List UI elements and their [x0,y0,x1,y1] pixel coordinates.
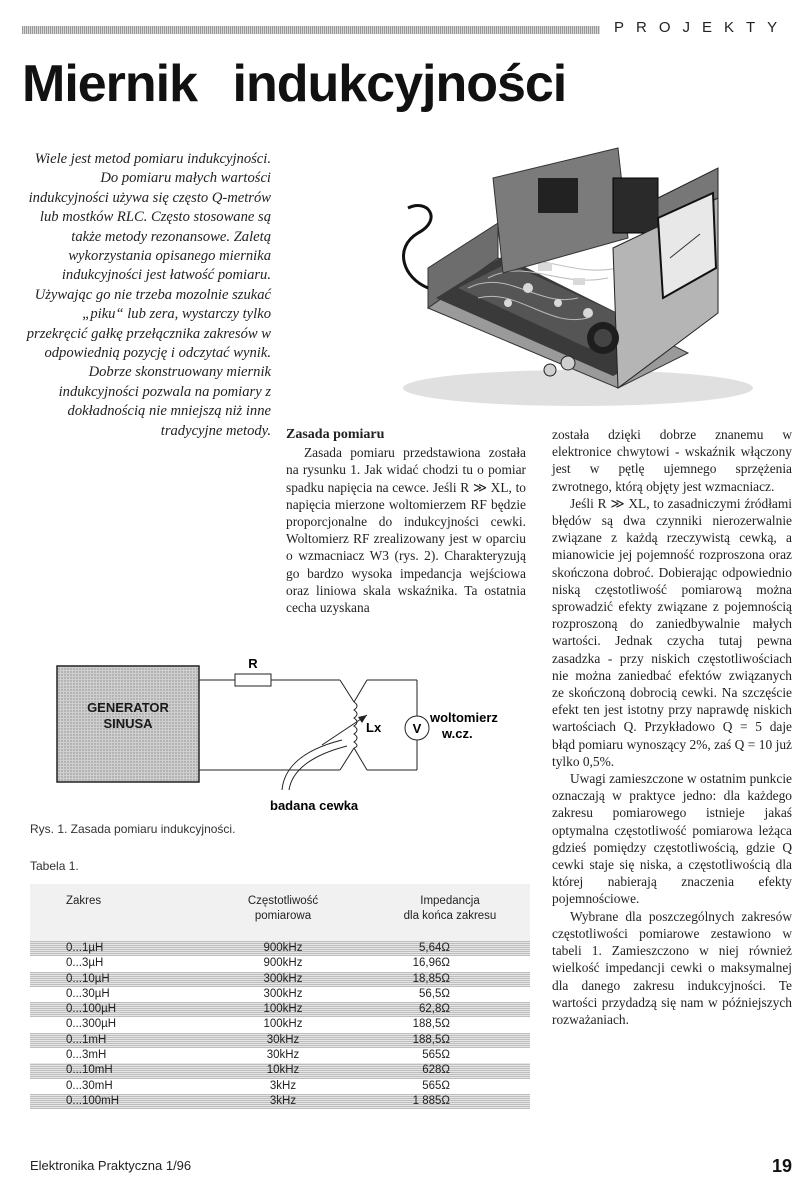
coil-symbol [354,702,357,748]
cell-frequency: 30kHz [197,1048,369,1063]
cell-range: 0...3µH [30,956,197,971]
paragraph: Wybrane dla poszczególnych zakresów częstotliwości pomiarowe zestawiono w tabeli 1. Zamieszczono w niej również wielkość impedancji cewki o maksymalnej dla danego zakresu indukcyjności. Te wartości przydadzą się nam w późniejszych rozważaniach. [552,908,792,1027]
cell-range: 0...10mH [30,1063,197,1078]
header-rule [22,26,600,34]
generator-label: SINUSA [103,716,153,731]
header-text: Impedancja [420,895,480,907]
table-row [30,987,530,1002]
circuit-diagram [22,650,542,820]
table-header [197,884,369,941]
cell-frequency: 3kHz [197,1079,369,1094]
cell-frequency: 900kHz [197,956,369,971]
cell-impedance: 628Ω [369,1063,530,1078]
cell-range: 0...3mH [30,1048,197,1063]
cell-range: 0...1mH [30,1033,197,1048]
cell-frequency: 900kHz [197,941,369,956]
voltmeter-label: w.cz. [442,726,473,741]
table-row [30,1063,530,1078]
header-text: pomiarowa [254,910,312,922]
cell-frequency: 100kHz [197,1002,369,1017]
table-row [30,956,530,971]
cell-range: 0...1µH [30,941,197,956]
cell-impedance: 62,8Ω [369,1002,530,1017]
cell-frequency: 3kHz [197,1094,369,1109]
header-text: Częstotliwość [247,895,319,907]
voltmeter-v-label: V [412,721,422,736]
coil-lx-label: Lx [366,720,382,735]
cell-frequency: 300kHz [197,972,369,987]
cell-frequency: 300kHz [197,987,369,1002]
header-text: dla końca zakresu [403,910,497,922]
resistor-label: R [248,656,258,671]
article-column-2 [286,426,526,616]
coil-caption-label: badana cewka [270,798,359,813]
table-label: Tabela 1. [30,859,79,873]
figure-caption: Rys. 1. Zasada pomiaru indukcyjności. [30,822,236,836]
cell-impedance: 18,85Ω [369,972,530,987]
article-column-3 [552,426,792,1028]
frequency-table [30,884,530,1109]
device-photo [388,138,788,418]
lead-paragraph: Wiele jest metod pomiaru indukcyjności. Do pomiaru małych wartości indukcyjności używa się często Q-metrów lub mostków RLC. Często stosowane są także metody rezonansowe. Zaletą wykorzystania opisanego miernika indukcyjności jest łatwość pomiaru. Używając go nie trzeba mozolnie szukać „piku“ lub zera, wystarczy tylko przekręcić gałkę przełącznika zakresów w odpowiednią pozycję i odczytać wynik. Dobrze skonstruowany miernik indukcyjności pozwala na pomiary z dokładnością nie mniejszą niż inne tradycyjne metody. [26,151,271,439]
cell-impedance: 565Ω [369,1079,530,1094]
table-header [369,884,530,941]
cell-impedance: 188,5Ω [369,1033,530,1048]
cell-frequency: 10kHz [197,1063,369,1078]
table-row [30,1094,530,1109]
page-title: Miernik indukcyjności [22,55,567,113]
table-header [30,884,197,941]
section-label: PROJEKTY [614,19,790,36]
table-row [30,1033,530,1048]
cell-range: 0...100mH [30,1094,197,1109]
cell-impedance: 56,5Ω [369,987,530,1002]
table-header-row [30,884,530,941]
cell-impedance: 16,96Ω [369,956,530,971]
cell-range: 0...300µH [30,1017,197,1032]
table-row [30,1017,530,1032]
cell-range: 0...30µH [30,987,197,1002]
resistor-symbol [235,674,271,686]
cell-impedance: 188,5Ω [369,1017,530,1032]
cell-range: 0...30mH [30,1079,197,1094]
table-row [30,1002,530,1017]
table-row [30,1079,530,1094]
page-number: 19 [772,1156,793,1176]
cell-range: 0...100µH [30,1002,197,1017]
table-row [30,941,530,956]
cell-range: 0...10µH [30,972,197,987]
paragraph: Jeśli R ≫ XL, to zasadniczymi źródłami błędów są dwa czynniki nierozerwalnie związane z każdą rzeczywistą cewką, a mianowicie jej pojemność rozproszona oraz skończona dobroć. Dobierając odpowiednio niską częstotliwość pomiarową można sprowadzić efekty związane z pojemnością rozproszoną do zaniedbywalnie małych wartości. Jednak czycha tutaj pewna zasadzka - przy niskich częstotliwościach nie można zaniedbać efektów związanych ze skończoną dobrocią cewki. Na szczęście efekt ten jest istotny przy naprawdę niskich wartościach Q. Przykładowo Q = 5 daje błąd pomiaru wynoszący 2%, zaś Q = 10 już tylko 0,5%. [552,495,792,769]
paragraph: została dzięki dobrze znanemu w elektronice chwytowi - wskaźnik włączony jest w pętlę ujemnego sprzężenia zwrotnego, którą objęty jest wzmacniacz. [552,427,792,494]
journal-footer: Elektronika Praktyczna 1/96 [30,1158,192,1173]
cell-frequency: 100kHz [197,1017,369,1032]
table-row [30,972,530,987]
paragraph: Zasada pomiaru przedstawiona została na rysunku 1. Jak widać chodzi tu o pomiar spadku napięcia na cewce. Jeśli R ≫ XL, to napięcia mierzone woltomierzem RF będzie proporcjonalne do indukcyjności cewki. Woltomierz RF zrealizowany jest w oparciu o wzmacniacz W3 (rys. 2). Charakteryzują go bardzo wysoka impedancja wejściowa oraz liniowa skala wskaźnika. Ta ostatnia cecha uzyskana [286,445,526,616]
header-text: Zakres [66,895,102,907]
cell-frequency: 30kHz [197,1033,369,1048]
generator-label: GENERATOR [87,700,169,715]
voltmeter-label: woltomierz [430,710,498,725]
cell-impedance: 5,64Ω [369,941,530,956]
section-heading: Zasada pomiaru [286,427,385,442]
paragraph: Uwagi zamieszczone w ostatnim punkcie oznaczają w praktyce jedno: dla każdego zakresu pomiarowego istnieje jakaś optymalna częstotliwość pomiarowa leżąca gdzieś pomiędzy częstotliwością, gdzie Q cewki staje się niska, a częstotliwością dla której nabierają znaczenia efekty pojemnościowe. [552,771,792,907]
table-row [30,1048,530,1063]
cell-impedance: 565Ω [369,1048,530,1063]
cell-impedance: 1 885Ω [369,1094,530,1109]
